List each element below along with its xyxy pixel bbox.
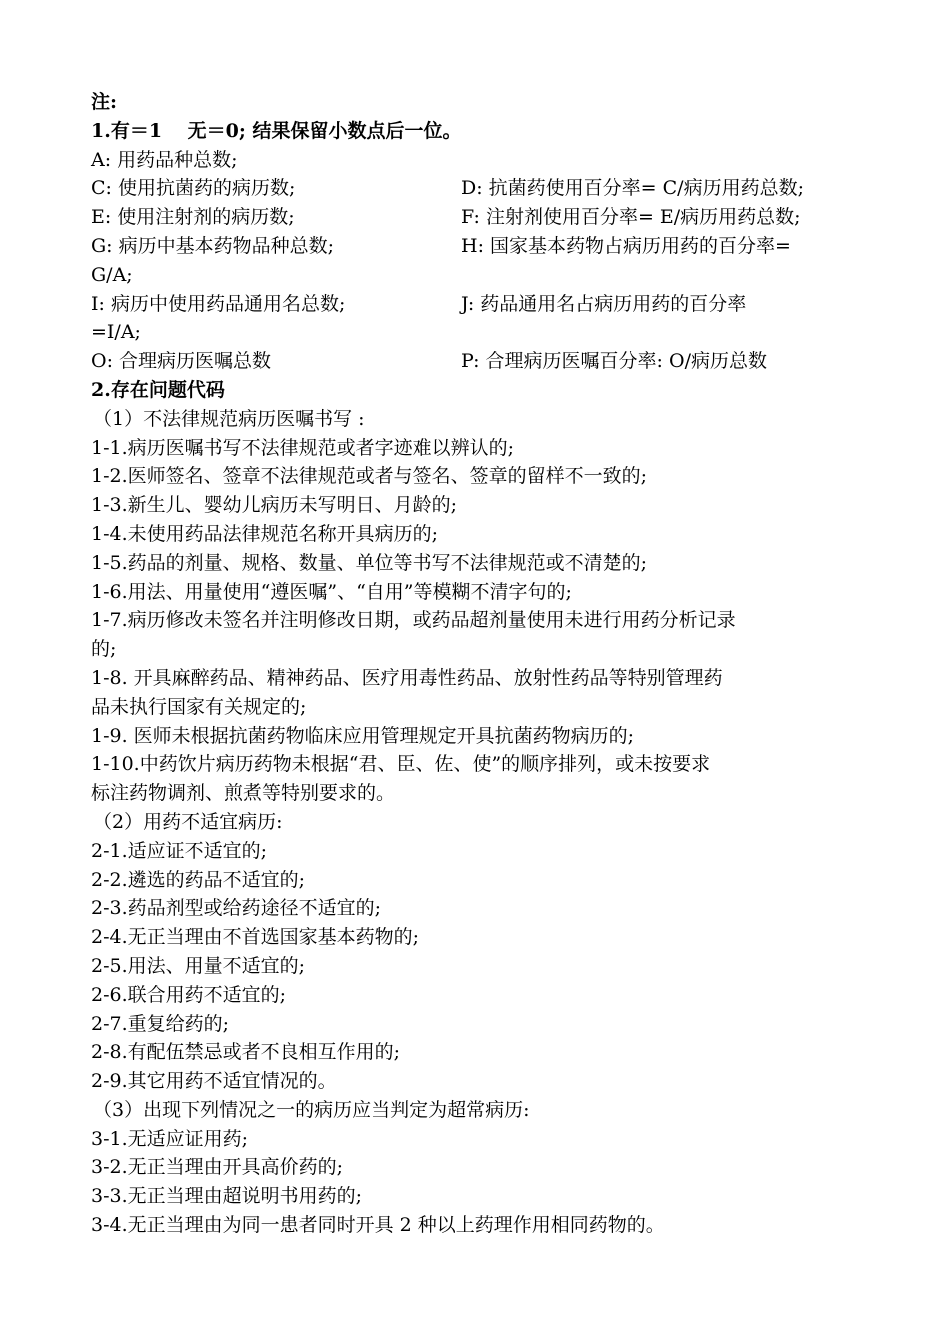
def-o: O: 合理病历医嘱总数 [91, 350, 272, 373]
def-d: D: 抗菌药使用百分率= C/病历用药总数; [461, 177, 804, 200]
section-3-title: （3）出现下列情况之一的病历应当判定为超常病历: [93, 1098, 530, 1121]
list-item: 1-9. 医师未根据抗菌药物临床应用管理规定开具抗菌药物病历的; [91, 724, 635, 747]
def-p: P: 合理病历医嘱百分率: O/病历总数 [461, 350, 767, 373]
list-item: 3-1.无适应证用药; [91, 1127, 249, 1150]
def-a: A: 用药品种总数; [91, 148, 238, 171]
def-j: J: 药品通用名占病历用药的百分率 [461, 292, 747, 315]
def-i: I: 病历中使用药品通用名总数; [91, 292, 346, 315]
def-h-continued: G/A; [91, 263, 133, 286]
list-item: 1-8. 开具麻醉药品、精神药品、医疗用毒性药品、放射性药品等特别管理药 [91, 666, 723, 689]
list-item: 1-4.未使用药品法律规范名称开具病历的; [91, 522, 439, 545]
section-2-title: （2）用药不适宜病历: [93, 810, 283, 833]
list-item: 3-4.无正当理由为同一患者同时开具 2 种以上药理作用相同药物的。 [91, 1214, 665, 1237]
def-row-gh [91, 232, 871, 261]
list-item: 1-10.中药饮片病历药物未根据“君、臣、佐、使”的顺序排列，或未按要求 [91, 753, 711, 776]
list-item: 2-3.药品剂型或给药途径不适宜的; [91, 897, 382, 920]
list-item: 1-1.病历医嘱书写不法律规范或者字迹难以辨认的; [91, 436, 515, 459]
list-item: 标注药物调剂、煎煮等特别要求的。 [91, 782, 396, 805]
list-item: 的; [91, 638, 117, 661]
list-item: 2-8.有配伍禁忌或者不良相互作用的; [91, 1041, 401, 1064]
def-row-op [91, 347, 871, 376]
list-item: 1-3.新生儿、婴幼儿病历未写明日、月龄的; [91, 494, 458, 517]
notes-heading: 注: [91, 91, 118, 113]
list-item: 2-1.适应证不适宜的; [91, 839, 268, 862]
list-item: 品未执行国家有关规定的; [91, 695, 307, 718]
list-item: 3-3.无正当理由超说明书用药的; [91, 1185, 363, 1208]
def-row-ef [91, 203, 871, 232]
list-item: 2-4.无正当理由不首选国家基本药物的; [91, 926, 420, 949]
def-g: G: 病历中基本药物品种总数; [91, 234, 335, 257]
document-page [91, 88, 871, 1240]
def-c: C: 使用抗菌药的病历数; [91, 177, 296, 200]
def-h: H: 国家基本药物占病历用药的百分率= [461, 234, 791, 257]
list-item: 2-6.联合用药不适宜的; [91, 983, 287, 1006]
def-j-continued: =I/A; [91, 321, 141, 344]
def-row-cd [91, 174, 871, 203]
list-item: 3-2.无正当理由开具高价药的; [91, 1156, 344, 1179]
list-item: 1-2.医师签名、签章不法律规范或者与签名、签章的留样不一致的; [91, 465, 648, 488]
list-item: 1-6.用法、用量使用“遵医嘱”、“自用”等模糊不清字句的; [91, 580, 572, 603]
list-item: 1-5.药品的剂量、规格、数量、单位等书写不法律规范或不清楚的; [91, 551, 648, 574]
list-item: 2-9.其它用药不适宜情况的。 [91, 1070, 337, 1093]
def-row-ij [91, 290, 871, 319]
def-f: F: 注射剂使用百分率= E/病历用药总数; [461, 206, 801, 229]
list-item: 1-7.病历修改未签名并注明修改日期，或药品超剂量使用未进行用药分析记录 [91, 609, 736, 632]
rule-2: 2.存在问题代码 [91, 378, 225, 401]
rule-1: 1.有＝1 无＝0; 结果保留小数点后一位。 [91, 119, 462, 142]
list-item: 2-2.遴选的药品不适宜的; [91, 868, 306, 891]
list-item: 2-7.重复给药的; [91, 1012, 230, 1035]
list-item: 2-5.用法、用量不适宜的; [91, 954, 306, 977]
section-1-title: （1）不法律规范病历医嘱书写 : [93, 407, 365, 430]
def-e: E: 使用注射剂的病历数; [91, 206, 295, 229]
